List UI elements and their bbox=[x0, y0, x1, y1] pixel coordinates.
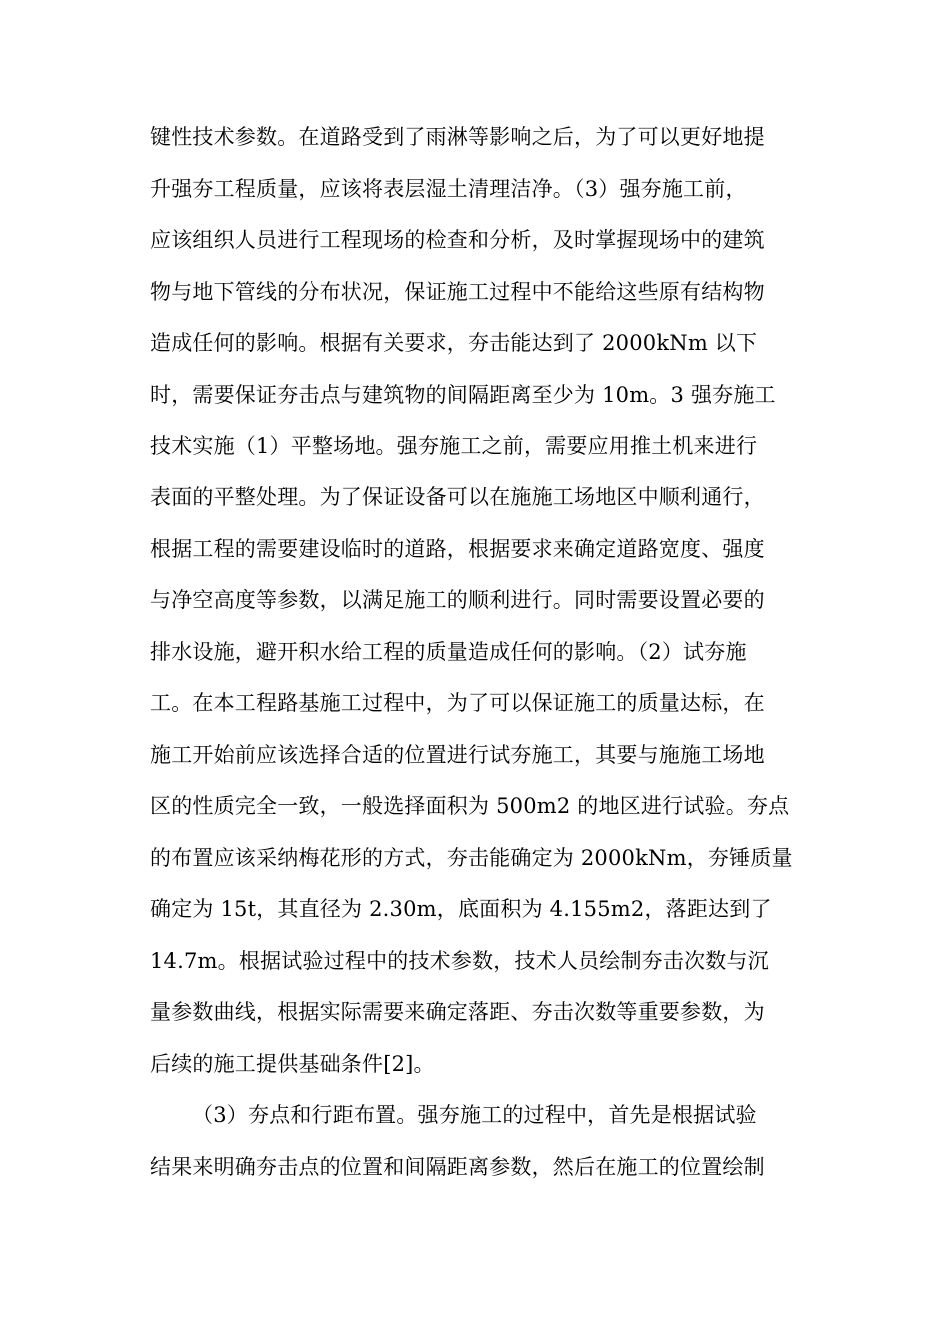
paragraph-line: 排水设施，避开积水给工程的质量造成任何的影响。（2）试夯施 bbox=[150, 640, 747, 664]
paragraph-line: 升强夯工程质量，应该将表层湿土清理洁净。（3）强夯施工前， bbox=[150, 177, 747, 201]
paragraph-line: 物与地下管线的分布状况，保证施工过程中不能给这些原有结构物 bbox=[150, 280, 765, 304]
paragraph-line: 键性技术参数。在道路受到了雨淋等影响之后，为了可以更好地提 bbox=[150, 125, 765, 149]
paragraph-line: 时，需要保证夯击点与建筑物的间隔距离至少为 10m。3 强夯施工 bbox=[150, 383, 776, 407]
paragraph-line: 表面的平整处理。为了保证设备可以在施施工场地区中顺利通行， bbox=[150, 485, 765, 509]
paragraph-line: 与净空高度等参数，以满足施工的顺利进行。同时需要设置必要的 bbox=[150, 588, 765, 612]
paragraph-line: 造成任何的影响。根据有关要求，夯击能达到了 2000kNm 以下 bbox=[150, 331, 758, 355]
paragraph-line: 根据工程的需要建设临时的道路，根据要求来确定道路宽度、强度 bbox=[150, 537, 765, 561]
paragraph-line: 工。在本工程路基施工过程中，为了可以保证施工的质量达标，在 bbox=[150, 691, 765, 715]
paragraph-line: （3）夯点和行距布置。强夯施工的过程中，首先是根据试验 bbox=[192, 1103, 757, 1127]
paragraph-line: 区的性质完全一致，一般选择面积为 500m2 的地区进行试验。夯点 bbox=[150, 794, 790, 818]
paragraph-line: 量参数曲线，根据实际需要来确定落距、夯击次数等重要参数，为 bbox=[150, 1000, 765, 1024]
paragraph-line: 施工开始前应该选择合适的位置进行试夯施工，其要与施施工场地 bbox=[150, 743, 765, 767]
paragraph-line: 的布置应该采纳梅花形的方式，夯击能确定为 2000kNm，夯锤质量 bbox=[150, 846, 793, 870]
paragraph-line: 结果来明确夯击点的位置和间隔距离参数，然后在施工的位置绘制 bbox=[150, 1155, 765, 1179]
paragraph-line: 确定为 15t，其直径为 2.30m，底面积为 4.155m2，落距达到了 bbox=[150, 897, 772, 921]
paragraph-line: 后续的施工提供基础条件[2]。 bbox=[150, 1052, 435, 1076]
paragraph-line: 应该组织人员进行工程现场的检查和分析，及时掌握现场中的建筑 bbox=[150, 228, 765, 252]
paragraph-line: 技术实施（1）平整场地。强夯施工之前，需要应用推土机来进行 bbox=[150, 434, 758, 458]
paragraph-line: 14.7m。根据试验过程中的技术参数，技术人员绘制夯击次数与沉 bbox=[150, 949, 769, 973]
